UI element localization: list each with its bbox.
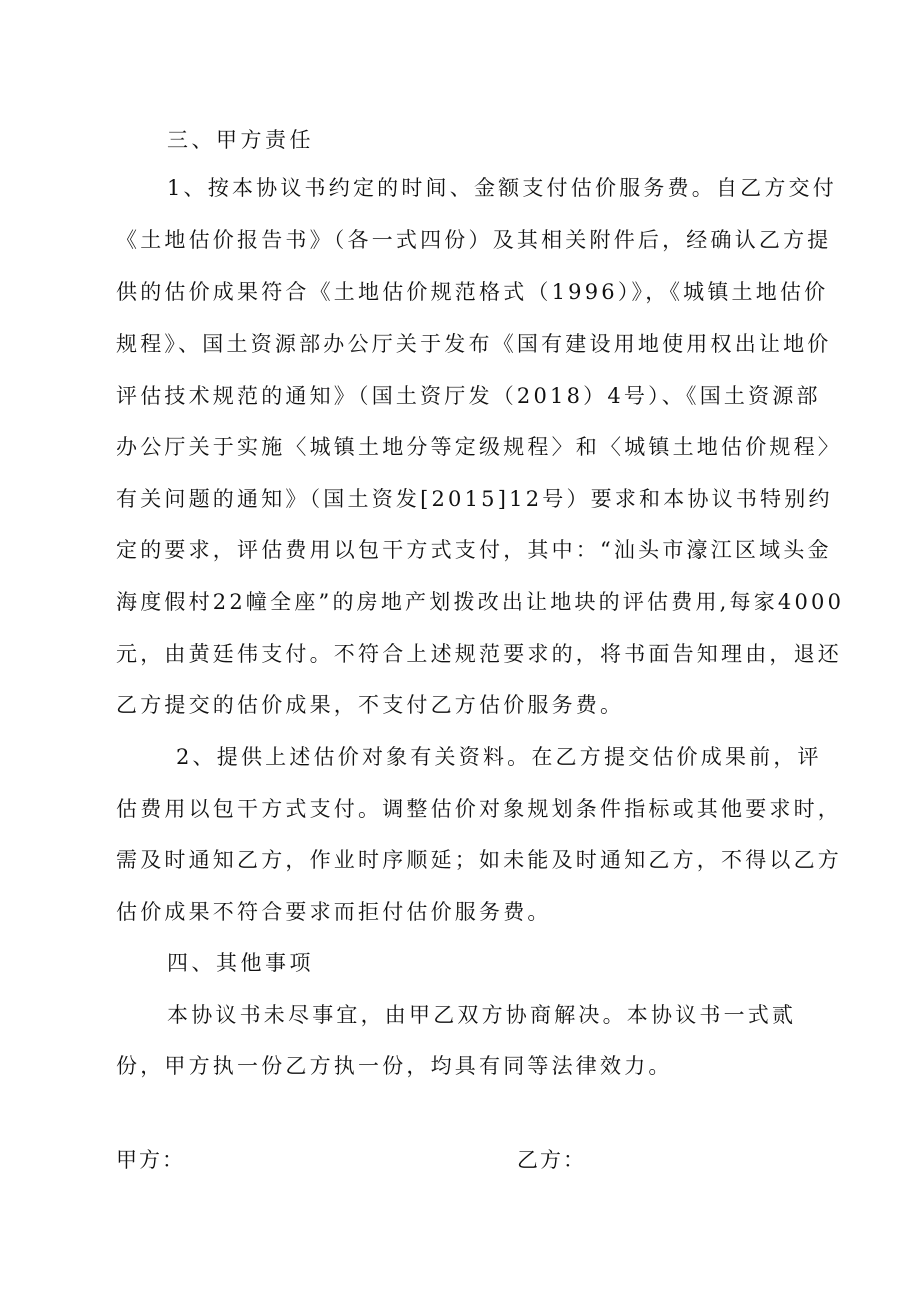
paragraph-line: 估费用以包干方式支付。调整估价对象规划条件指标或其他要求时， — [116, 797, 842, 821]
paragraph-line: 元，由黄廷伟支付。不符合上述规范要求的，将书面告知理由，退还 — [116, 642, 842, 666]
paragraph-line: 本协议书未尽事宜，由甲乙双方协商解决。本协议书一式贰 — [167, 1003, 797, 1027]
paragraph-line: 2、提供上述估价对象有关资料。在乙方提交估价成果前，评 — [176, 745, 822, 769]
paragraph-line: 1、按本协议书约定的时间、金额支付估价服务费。自乙方交付 — [167, 176, 837, 200]
paragraph-line: 规程》、国土资源部办公厅关于发布《国有建设用地使用权出让地价 — [116, 332, 832, 356]
paragraph-line: 乙方提交的估价成果，不支付乙方估价服务费。 — [116, 693, 625, 717]
paragraph-line: 海度假村22幢全座”的房地产划拨改出让地块的评估费用,每家4000 — [116, 590, 845, 614]
party-a-signature-label: 甲方： — [116, 1148, 185, 1172]
paragraph-line: 定的要求，评估费用以包干方式支付，其中：“汕头市濠江区域头金 — [116, 538, 832, 562]
section-3-heading: 三、甲方责任 — [167, 128, 314, 152]
party-b-signature-label: 乙方： — [517, 1148, 586, 1172]
paragraph-line: 有关问题的通知》（国土资发[2015]12号）要求和本协议书特别约 — [116, 487, 833, 511]
paragraph-line: 份，甲方执一份乙方执一份，均具有同等法律效力。 — [116, 1054, 673, 1078]
paragraph-line: 《土地估价报告书》（各一式四份）及其相关附件后，经确认乙方提 — [116, 228, 832, 252]
paragraph-line: 供的估价成果符合《土地估价规范格式（1996）》，《城镇土地估价 — [116, 280, 829, 304]
paragraph-line: 办公厅关于实施〈城镇土地分等定级规程〉和〈城镇土地估价规程〉 — [116, 435, 842, 459]
section-4-heading: 四、其他事项 — [167, 951, 314, 975]
paragraph-line: 估价成果不符合要求而拒付估价服务费。 — [116, 900, 552, 924]
paragraph-line: 评估技术规范的通知》（国土资厅发（2018）4号）、《国土资源部 — [116, 384, 821, 408]
paragraph-line: 需及时通知乙方，作业时序顺延；如未能及时通知乙方，不得以乙方 — [116, 848, 842, 872]
